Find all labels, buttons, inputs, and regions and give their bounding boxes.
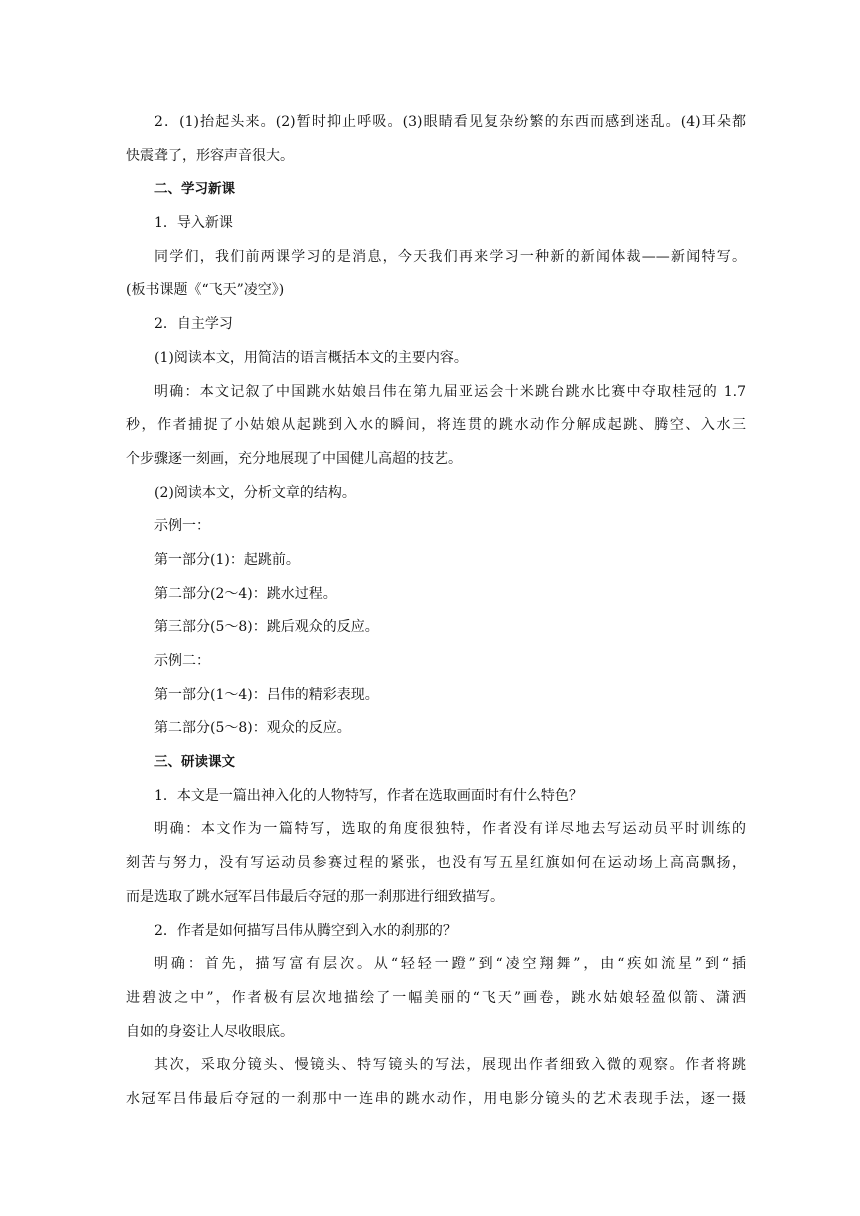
section-heading: 二、学习新课 bbox=[154, 181, 235, 198]
answer-line: 明确：首先，描写富有层次。从“轻轻一蹬”到“凌空翔舞”，由“疾如流星”到“插 bbox=[154, 956, 746, 973]
answer-line: 明确：本文作为一篇特写，选取的角度很独特，作者没有详尽地去写运动员平时训练的 bbox=[154, 821, 746, 838]
document-body bbox=[126, 106, 746, 1117]
answer-line: 自如的身姿让人尽收眼底。 bbox=[126, 1023, 294, 1040]
paragraph-line: 水冠军吕伟最后夺冠的一刹那中一连串的跳水动作，用电影分镜头的艺术表现手法，逐一摄 bbox=[126, 1090, 746, 1107]
question-line: 2．作者是如何描写吕伟从腾空到入水的刹那的？ bbox=[154, 922, 457, 939]
paragraph-line: 同学们，我们前两课学习的是消息，今天我们再来学习一种新的新闻体裁——新闻特写。 bbox=[154, 248, 746, 265]
answer-line: 刻苦与努力，没有写运动员参赛过程的紧张，也没有写五星红旗如何在运动场上高高飘扬， bbox=[126, 855, 746, 872]
subsection-heading: 1．导入新课 bbox=[154, 215, 233, 232]
list-item: 示例一： bbox=[154, 518, 210, 535]
list-item: 示例二： bbox=[154, 653, 210, 669]
subsection-heading: 2．自主学习 bbox=[154, 316, 233, 333]
paragraph-line: 2．(1)抬起头来。(2)暂时抑止呼吸。(3)眼睛看见复杂纷繁的东西而感到迷乱。(4)耳朵都 bbox=[154, 114, 746, 130]
answer-line: 个步骤逐一刻画，充分地展现了中国健儿高超的技艺。 bbox=[126, 450, 462, 467]
list-item: 第二部分(5～8)：观众的反应。 bbox=[154, 720, 351, 737]
paragraph-line: (板书课题《“飞天”凌空》) bbox=[126, 282, 285, 299]
answer-line: 而是选取了跳水冠军吕伟最后夺冠的那一刹那进行细致描写。 bbox=[126, 888, 504, 905]
list-item: 第三部分(5～8)：跳后观众的反应。 bbox=[154, 619, 379, 636]
list-item: 第二部分(2～4)：跳水过程。 bbox=[154, 585, 337, 602]
question-line: (1)阅读本文，用简洁的语言概括本文的主要内容。 bbox=[154, 349, 468, 366]
answer-line: 明确：本文记叙了中国跳水姑娘吕伟在第九届亚运会十米跳台跳水比赛中夺取桂冠的 1.7 bbox=[154, 383, 746, 400]
answer-line: 秒，作者捕捉了小姑娘从起跳到入水的瞬间，将连贯的跳水动作分解成起跳、腾空、入水三 bbox=[126, 417, 746, 434]
answer-line: 进碧波之中”，作者极有层次地描绘了一幅美丽的“飞天”画卷，跳水姑娘轻盈似箭、潇洒 bbox=[126, 989, 746, 1006]
list-item: 第一部分(1～4)：吕伟的精彩表现。 bbox=[154, 686, 379, 703]
paragraph-line: 其次，采取分镜头、慢镜头、特写镜头的写法，展现出作者细致入微的观察。作者将跳 bbox=[154, 1057, 746, 1074]
list-item: 第一部分(1)：起跳前。 bbox=[154, 551, 300, 568]
paragraph-line: 快震聋了，形容声音很大。 bbox=[126, 147, 294, 164]
question-line: 1．本文是一篇出神入化的人物特写，作者在选取画面时有什么特色？ bbox=[154, 787, 583, 804]
section-heading: 三、研读课文 bbox=[154, 754, 235, 771]
question-line: (2)阅读本文，分析文章的结构。 bbox=[154, 484, 356, 501]
